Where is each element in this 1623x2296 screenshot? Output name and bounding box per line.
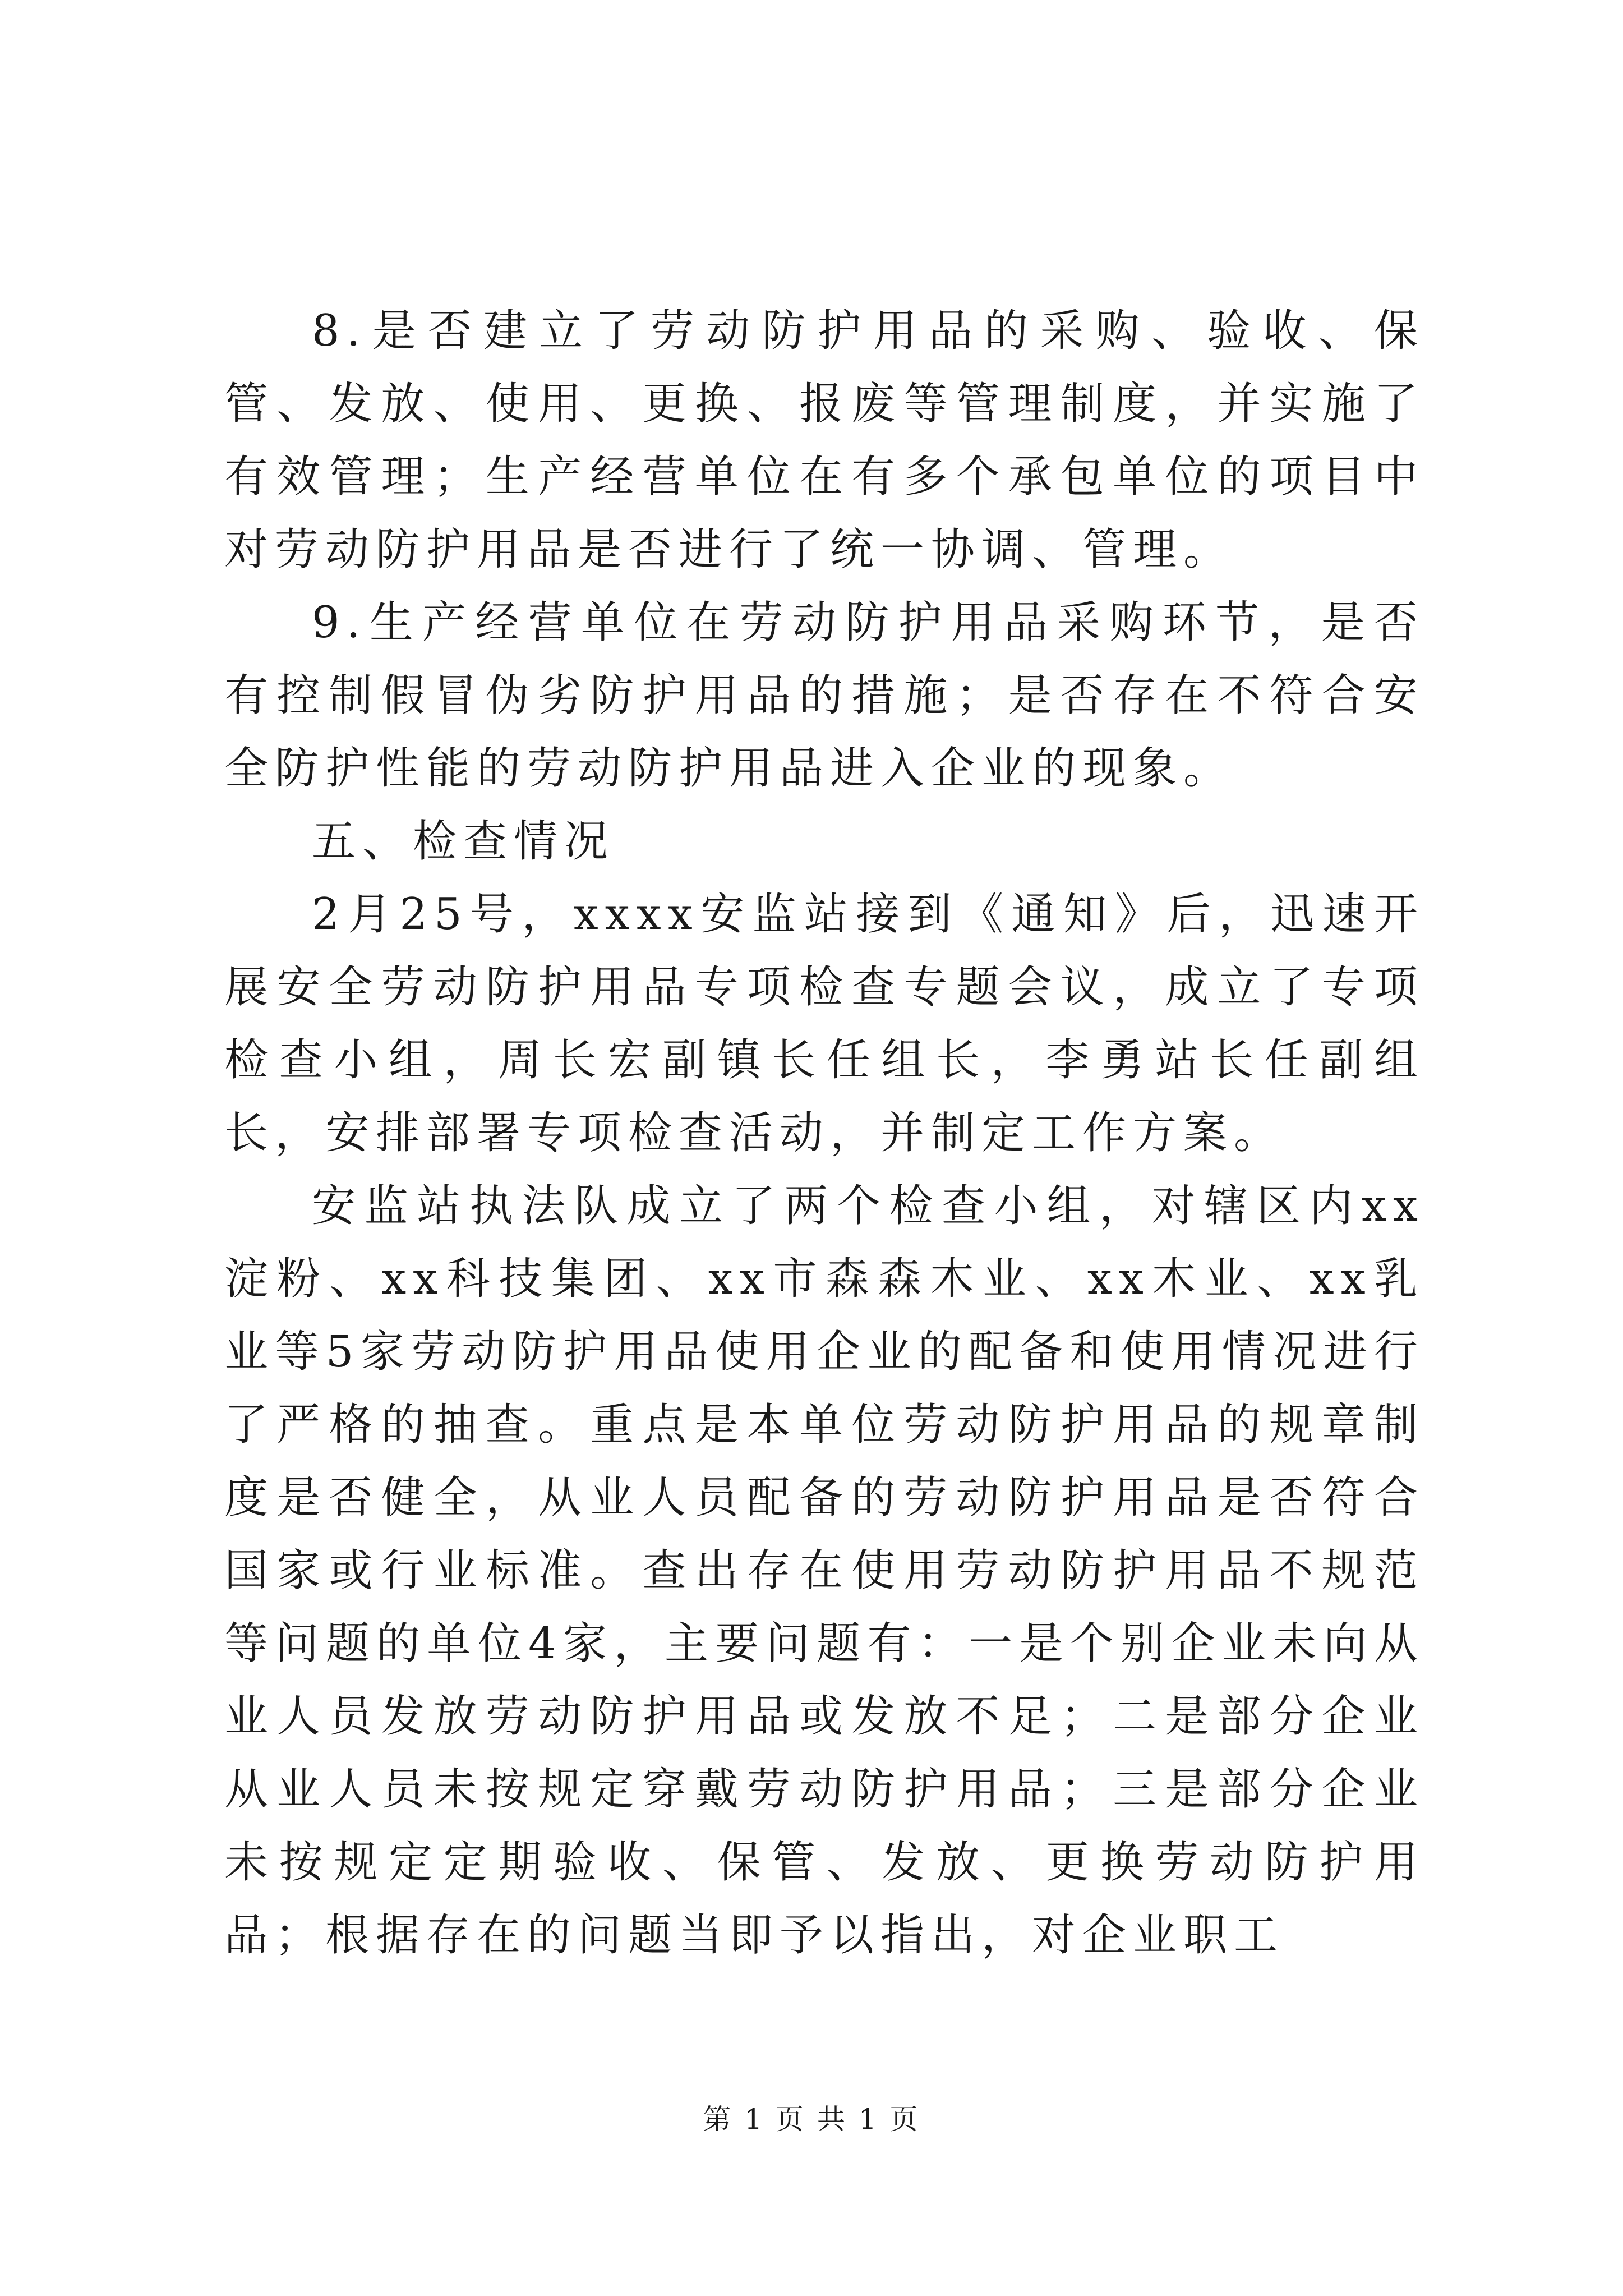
paragraph-item-8: 8.是否建立了劳动防护用品的采购、验收、保管、发放、使用、更换、报废等管理制度，并实施了有效管理；生产经营单位在有多个承包单位的项目中对劳动防护用品是否进行了统一协调、管理。 <box>224 306 1424 575</box>
document-body <box>224 295 1424 1972</box>
section-heading-inspection: 五、检查情况 <box>312 816 615 867</box>
page-number-footer: 第 1 页 共 1 页 <box>703 2103 920 2136</box>
paragraph-item-9: 9.生产经营单位在劳动防护用品采购环节，是否有控制假冒伪劣防护用品的措施；是否存在不符合安全防护性能的劳动防护用品进入企业的现象。 <box>224 597 1424 794</box>
paragraph-inspection-start: 2月25号，xxxx安监站接到《通知》后，迅速开展安全劳动防护用品专项检查专题会议，成立了专项检查小组，周长宏副镇长任组长，李勇站长任副组长，安排部署专项检查活动，并制定工作方案。 <box>224 889 1424 1158</box>
paragraph-inspection-details: 安监站执法队成立了两个检查小组，对辖区内xx淀粉、xx科技集团、xx市森森木业、xx木业、xx乳业等5家劳动防护用品使用企业的配备和使用情况进行了严格的抽查。重点是本单位劳动防护用品的规章制度是否健全，从业人员配备的劳动防护用品是否符合国家或行业标准。查出存在使用劳动防护用品不规范等问题的单位4家，主要问题有：一是个别企业未向从业人员发放劳动防护用品或发放不足；二是部分企业从业人员未按规定穿戴劳动防护用品；三是部分企业未按规定定期验收、保管、发放、更换劳动防护用品；根据存在的问题当即予以指出，对企业职工 <box>224 1181 1424 1961</box>
